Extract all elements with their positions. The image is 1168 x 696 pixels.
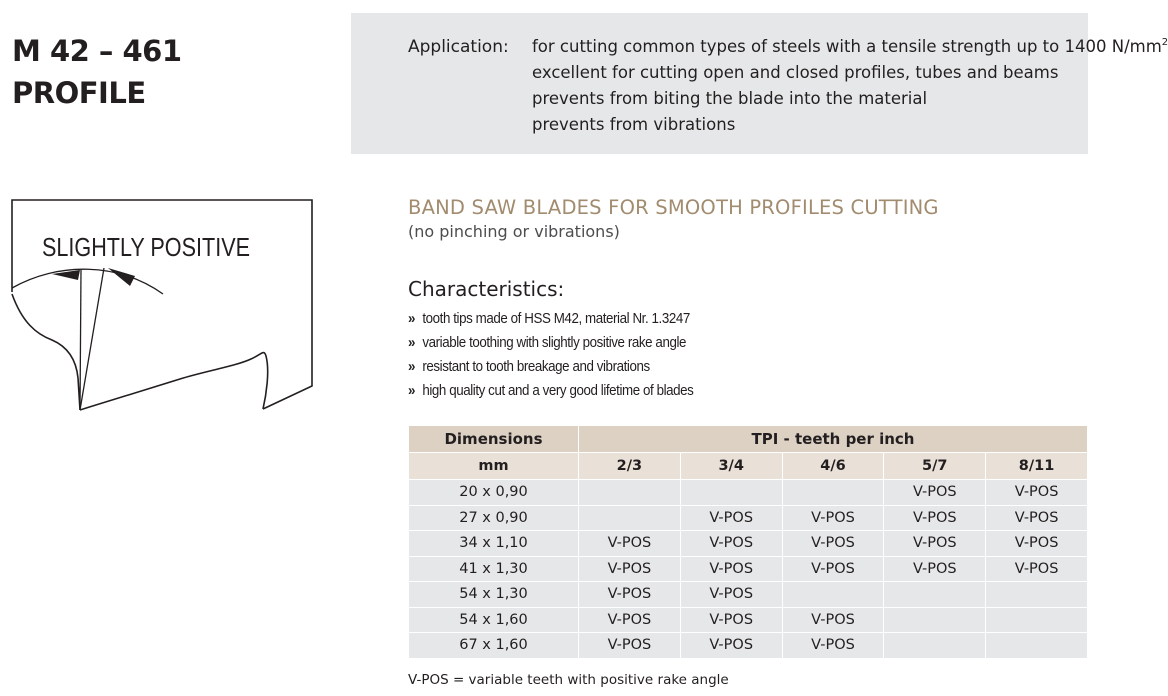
dimension-cell: 67 x 1,60: [409, 633, 579, 659]
dimension-cell: 27 x 0,90: [409, 505, 579, 531]
tpi-cell: V-POS: [986, 556, 1088, 582]
table-row: [409, 633, 1088, 659]
characteristics-list: [408, 307, 718, 403]
tpi-cell: V-POS: [680, 556, 782, 582]
tpi-cell: V-POS: [986, 531, 1088, 557]
tpi-cell: [884, 582, 986, 608]
tpi-cell: V-POS: [680, 505, 782, 531]
list-item-text: resistant to tooth breakage and vibrations: [422, 359, 650, 375]
dimension-cell: 54 x 1,30: [409, 582, 579, 608]
tooth-profile-diagram: [8, 196, 318, 420]
header-unit: mm: [409, 453, 579, 480]
tpi-cell: [884, 607, 986, 633]
tpi-cell: V-POS: [782, 505, 884, 531]
right-arrowhead: [108, 268, 135, 286]
characteristics-heading: Characteristics:: [408, 277, 565, 301]
tpi-cell: [986, 582, 1088, 608]
application-line-1: [532, 34, 1168, 60]
bullet-icon: »: [408, 311, 416, 327]
saw-tooth-profile-icon: [8, 196, 318, 416]
table-row: [409, 582, 1088, 608]
tpi-cell: [782, 582, 884, 608]
tpi-cell: V-POS: [782, 607, 884, 633]
application-line-4: prevents from vibrations: [532, 115, 736, 134]
tpi-cell: V-POS: [986, 480, 1088, 506]
tpi-cell: [680, 480, 782, 506]
table-subheader-row: [409, 453, 1088, 480]
rake-angle-line: [80, 268, 104, 410]
tpi-cell: [579, 480, 681, 506]
table-row: [409, 556, 1088, 582]
table-header-row: [409, 426, 1088, 453]
product-title: [12, 30, 182, 114]
table-row: [409, 505, 1088, 531]
tpi-cell: V-POS: [579, 582, 681, 608]
list-item: [408, 307, 693, 331]
application-line-2: excellent for cutting open and closed profiles, tubes and beams: [532, 63, 1059, 82]
tpi-cell: V-POS: [884, 505, 986, 531]
tooth-back: [80, 353, 268, 410]
application-label: Application:: [408, 37, 509, 57]
bullet-icon: »: [408, 383, 416, 399]
table-row: [409, 607, 1088, 633]
tpi-cell: V-POS: [986, 505, 1088, 531]
tooth-left-flank: [12, 294, 80, 410]
bullet-icon: »: [408, 359, 416, 375]
tpi-cell: V-POS: [680, 633, 782, 659]
diagram-label: SLIGHTLY POSITIVE: [42, 232, 250, 262]
tpi-cell: [782, 480, 884, 506]
dimension-cell: 34 x 1,10: [409, 531, 579, 557]
tpi-cell: V-POS: [579, 556, 681, 582]
tpi-cell: V-POS: [680, 582, 782, 608]
header-tpi-col: 4/6: [782, 453, 884, 480]
list-item: [408, 379, 693, 403]
list-item-text: high quality cut and a very good lifetime of blades: [422, 383, 694, 399]
tpi-cell: V-POS: [782, 531, 884, 557]
application-line-3: prevents from biting the blade into the material: [532, 89, 928, 108]
reference-arc: [12, 269, 163, 294]
section-subheading: (no pinching or vibrations): [408, 222, 620, 241]
list-item: [408, 331, 693, 355]
tpi-cell: V-POS: [579, 633, 681, 659]
tpi-cell: V-POS: [884, 531, 986, 557]
header-tpi: TPI - teeth per inch: [579, 426, 1088, 453]
header-tpi-col: 2/3: [579, 453, 681, 480]
tpi-cell: V-POS: [782, 633, 884, 659]
footnote: V-POS = variable teeth with positive rake angle: [408, 672, 729, 688]
list-item-text: tooth tips made of HSS M42, material Nr. 1.3247: [422, 311, 690, 327]
header-dimensions: Dimensions: [409, 426, 579, 453]
dimension-cell: 41 x 1,30: [409, 556, 579, 582]
product-title-line1: M 42 – 461: [12, 34, 182, 68]
application-line-1-text: for cutting common types of steels with a tensile strength up to 1400 N/mm: [532, 37, 1162, 56]
tpi-cell: V-POS: [782, 556, 884, 582]
header-tpi-col: 8/11: [986, 453, 1088, 480]
application-line-1-superscript: 2: [1161, 37, 1168, 48]
application-lines: [532, 34, 1168, 138]
tpi-cell: [986, 633, 1088, 659]
tpi-cell: V-POS: [680, 607, 782, 633]
product-title-line2: PROFILE: [12, 76, 146, 110]
tpi-cell: V-POS: [884, 556, 986, 582]
tpi-cell: V-POS: [579, 607, 681, 633]
tpi-cell: [986, 607, 1088, 633]
tpi-cell: V-POS: [680, 531, 782, 557]
tpi-cell: V-POS: [884, 480, 986, 506]
list-item-text: variable toothing with slightly positive rake angle: [422, 335, 687, 351]
dimension-cell: 54 x 1,60: [409, 607, 579, 633]
header-tpi-col: 3/4: [680, 453, 782, 480]
table-row: [409, 480, 1088, 506]
tpi-cell: [579, 505, 681, 531]
tpi-cell: [884, 633, 986, 659]
header-tpi-col: 5/7: [884, 453, 986, 480]
section-heading: BAND SAW BLADES FOR SMOOTH PROFILES CUTTING: [408, 196, 939, 219]
application-panel: [351, 13, 1168, 154]
table-row: [409, 531, 1088, 557]
vertical-reference-line: [80, 270, 81, 410]
tpi-cell: V-POS: [579, 531, 681, 557]
list-item: [408, 355, 693, 379]
tpi-table: [408, 425, 1088, 659]
dimension-cell: 20 x 0,90: [409, 480, 579, 506]
bullet-icon: »: [408, 335, 416, 351]
table-body: [409, 480, 1088, 659]
